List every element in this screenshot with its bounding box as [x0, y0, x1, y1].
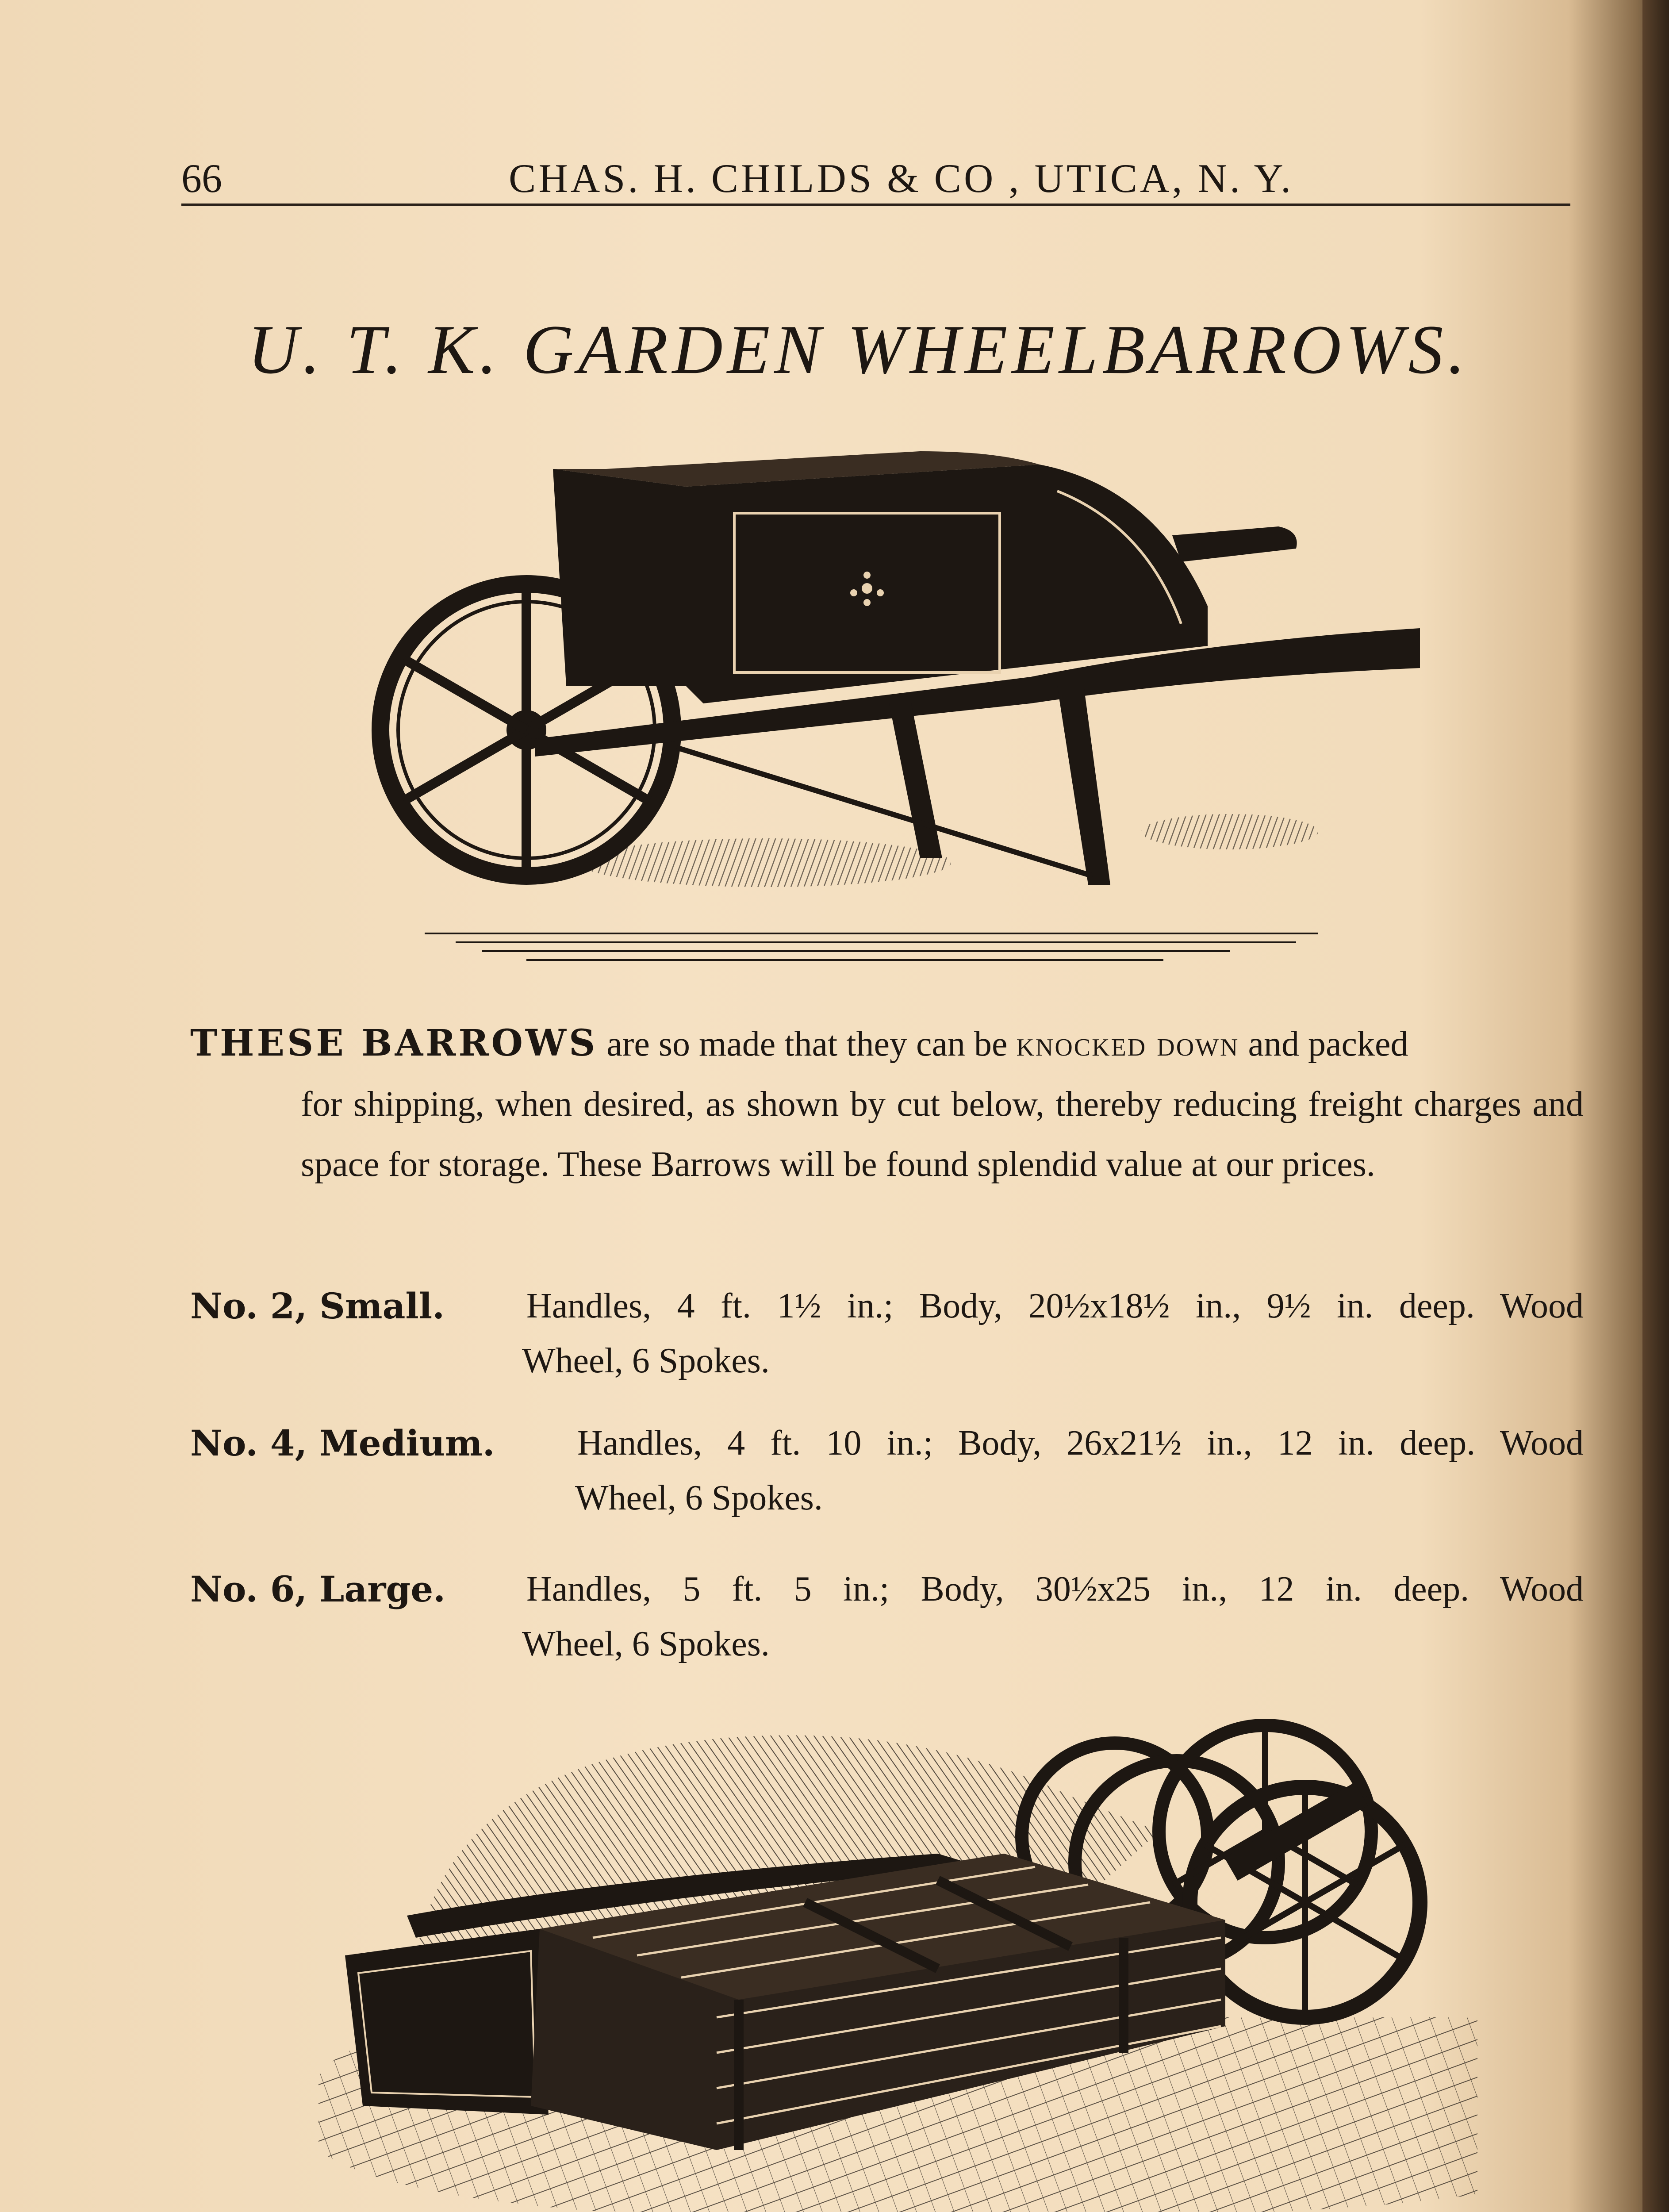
running-head: CHAS. H. CHILDS & CO , UTICA, N. Y.	[509, 156, 1294, 201]
page-header	[181, 155, 1570, 206]
intro-rest: for shipping, when desired, as shown by cut below, thereby reducing freight charges and space for storage. These Barrows will be found splendid value at our prices.	[301, 1085, 1584, 1184]
wheelbarrow-illustration	[367, 438, 1438, 987]
model-description: Handles, 4 ft. 1½ in.; Body, 20½x18½ in., 9½ in. deep. Wood	[526, 1286, 1584, 1325]
page-number: 66	[181, 156, 222, 201]
model-description: Handles, 5 ft. 5 in.; Body, 30½x25 in., 12 in. deep. Wood	[526, 1570, 1584, 1609]
model-name: No. 6, Large.	[190, 1568, 446, 1610]
intro-paragraph	[190, 1013, 1584, 1194]
model-name: No. 2, Small.	[190, 1285, 445, 1327]
book-spine-shadow	[1642, 0, 1669, 2212]
intro-knocked-down: knocked down	[1016, 1025, 1239, 1064]
page-title: U. T. K. GARDEN WHEELBARROWS.	[248, 311, 1470, 388]
model-description: Handles, 4 ft. 10 in.; Body, 26x21½ in., 12 in. deep. Wood	[577, 1424, 1584, 1463]
model-no-6	[190, 1562, 1584, 1671]
model-wheel: Wheel, 6 Spokes.	[522, 1341, 770, 1380]
model-wheel: Wheel, 6 Spokes.	[522, 1624, 770, 1663]
model-wheel: Wheel, 6 Spokes.	[575, 1479, 823, 1517]
model-no-4	[190, 1416, 1584, 1525]
intro-lead: THESE BARROWS	[190, 1022, 598, 1064]
intro-text-1: are so made that they can be	[598, 1025, 1017, 1064]
model-name: No. 4, Medium.	[190, 1422, 495, 1464]
packed-barrows-illustration	[318, 1708, 1477, 2212]
intro-text-2: and packed	[1239, 1025, 1408, 1064]
model-no-2	[190, 1279, 1584, 1388]
